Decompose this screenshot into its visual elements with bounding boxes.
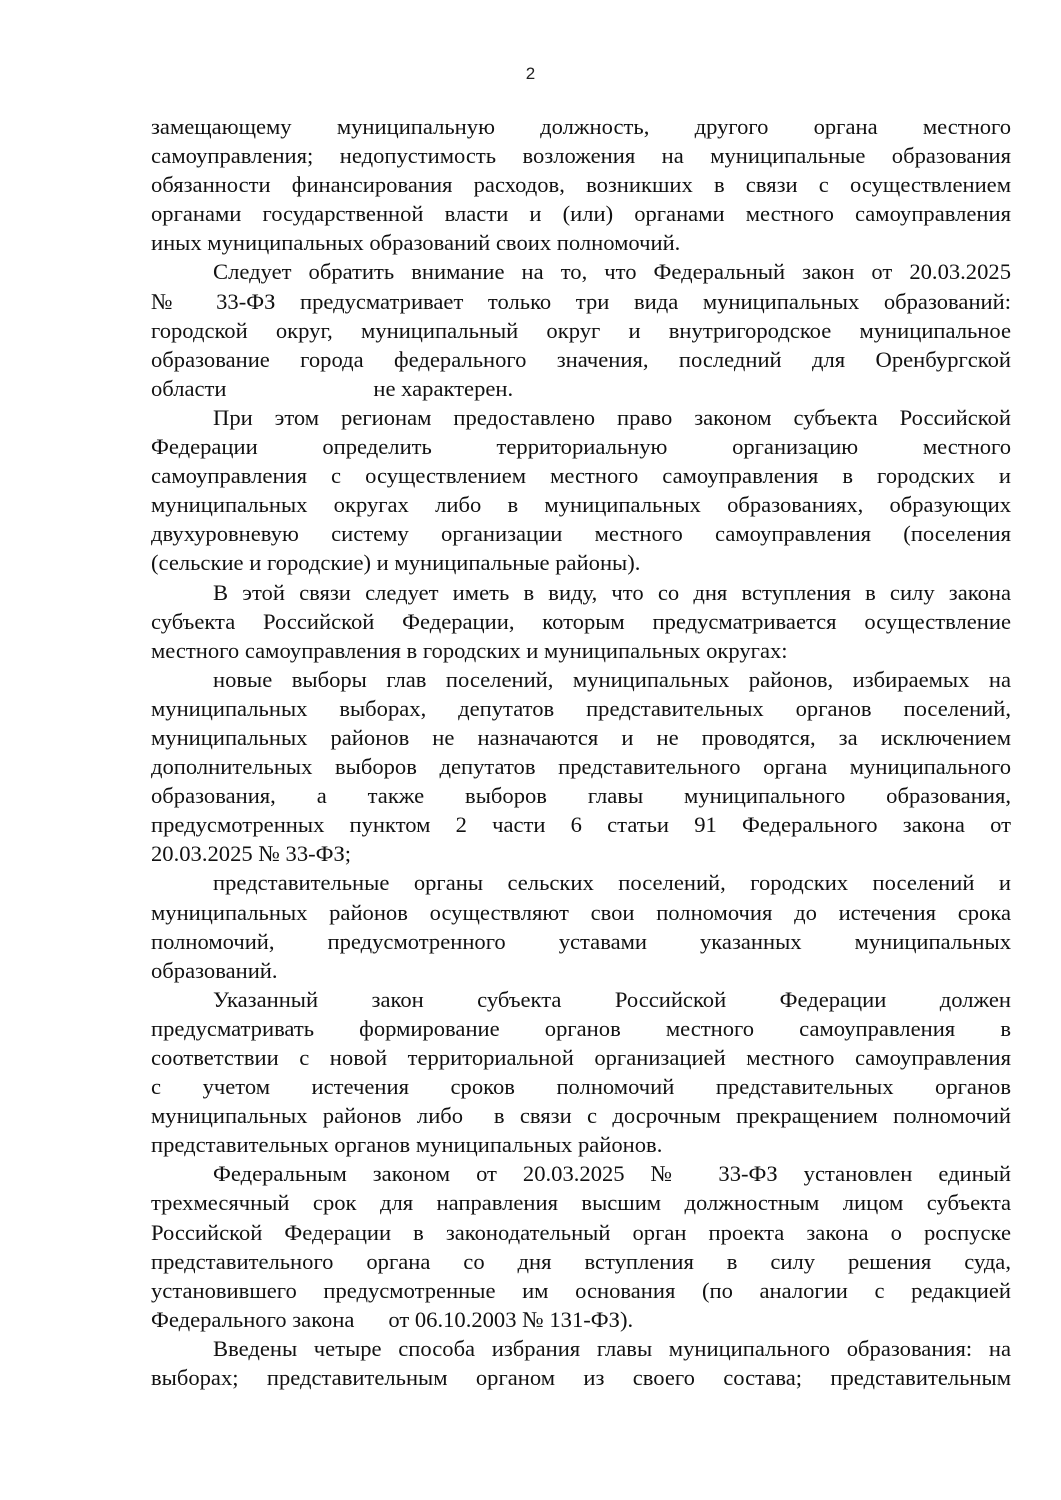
page-number: 2 — [525, 64, 536, 83]
paragraph-8-line-2: трехмесячный срок для направления высшим должностным лицом субъекта — [151, 1190, 1011, 1216]
paragraph-5-line-2: муниципальных выборах, депутатов представительных органов поселений, — [151, 695, 1011, 721]
paragraph-3-line-4: муниципальных округах либо в муниципальных образованиях, образующих — [151, 492, 1011, 518]
paragraph-7-line-5: муниципальных районов либо в связи с досрочным прекращением полномочий — [151, 1103, 1011, 1129]
paragraph-3-line-5: двухуровневую систему организации местного самоуправления (поселения — [151, 521, 1011, 547]
paragraph-2-line-4: образование города федерального значения, последний для Оренбургской — [151, 346, 1011, 372]
paragraph-4-line-2: субъекта Российской Федерации, которым предусматривается осуществление — [151, 608, 1011, 634]
paragraph-9-line-1: Введены четыре способа избрания главы муниципального образования: на — [213, 1335, 1011, 1361]
paragraph-3-line-3: самоуправления с осуществлением местного самоуправления в городских и — [151, 463, 1011, 489]
paragraph-6-line-3: полномочий, предусмотренного уставами указанных муниципальных — [151, 928, 1011, 954]
paragraph-3-line-6: (сельские и городские) и муниципальные районы). — [151, 550, 641, 576]
paragraph-8-line-4: представительного органа со дня вступления в силу решения суда, — [151, 1248, 1011, 1274]
paragraph-1-line-3: обязанности финансирования расходов, возникших в связи с осуществлением — [151, 172, 1011, 198]
paragraph-8-line-6: Федерального закона от 06.10.2003 № 131-ФЗ). — [151, 1306, 634, 1332]
paragraph-8-line-1: Федеральным законом от 20.03.2025 № 33-ФЗ установлен единый — [213, 1161, 1011, 1187]
paragraph-1-line-2: самоуправления; недопустимость возложения на муниципальные образования — [151, 143, 1011, 169]
paragraph-5-line-7: 20.03.2025 № 33-ФЗ; — [151, 841, 352, 867]
paragraph-5-line-4: дополнительных выборов депутатов представительного органа муниципального — [151, 754, 1011, 780]
paragraph-2-line-3: городской округ, муниципальный округ и внутригородское муниципальное — [151, 317, 1011, 343]
paragraph-7-line-2: предусматривать формирование органов местного самоуправления в — [151, 1015, 1011, 1041]
paragraph-2-line-2: № 33-ФЗ предусматривает только три вида муниципальных образований: — [151, 288, 1011, 314]
paragraph-9-line-2: выборах; представительным органом из своего состава; представительным — [151, 1365, 1011, 1391]
paragraph-6-line-4: образований. — [151, 957, 278, 983]
paragraph-6-line-1: представительные органы сельских поселений, городских поселений и — [213, 870, 1011, 896]
paragraph-1-line-5: иных муниципальных образований своих полномочий. — [151, 230, 681, 256]
paragraph-3-line-2: Федерации определить территориальную организацию местного — [151, 434, 1011, 460]
paragraph-7-line-1: Указанный закон субъекта Российской Федерации должен — [213, 986, 1011, 1012]
paragraph-6-line-2: муниципальных районов осуществляют свои полномочия до истечения срока — [151, 899, 1011, 925]
paragraph-1-line-1: замещающему муниципальную должность, другого органа местного — [151, 114, 1011, 139]
paragraph-2-line-5: области не характерен. — [151, 375, 514, 401]
paragraph-1-line-4: органами государственной власти и (или) органами местного самоуправления — [151, 201, 1011, 227]
paragraph-8-line-5: установившего предусмотренные им основания (по аналогии с редакцией — [151, 1277, 1011, 1303]
paragraph-2-line-1: Следует обратить внимание на то, что Федеральный закон от 20.03.2025 — [213, 259, 1011, 285]
paragraph-7-line-4: с учетом истечения сроков полномочий представительных органов — [151, 1074, 1011, 1100]
paragraph-5-line-3: муниципальных районов не назначаются и не проводятся, за исключением — [151, 724, 1011, 750]
paragraph-3-line-1: При этом регионам предоставлено право законом субъекта Российской — [213, 404, 1011, 430]
paragraph-7-line-6: представительных органов муниципальных районов. — [151, 1132, 663, 1158]
paragraph-4-line-1: В этой связи следует иметь в виду, что со дня вступления в силу закона — [213, 579, 1011, 605]
paragraph-8-line-3: Российской Федерации в законодательный орган проекта закона о роспуске — [151, 1219, 1011, 1245]
paragraph-7-line-3: соответствии с новой территориальной организацией местного самоуправления — [151, 1045, 1011, 1070]
paragraph-5-line-5: образования, а также выборов главы муниципального образования, — [151, 783, 1011, 809]
document-body — [151, 112, 1011, 1392]
paragraph-5-line-1: новые выборы глав поселений, муниципальных районов, избираемых на — [213, 666, 1011, 692]
paragraph-5-line-6: предусмотренных пунктом 2 части 6 статьи 91 Федерального закона от — [151, 812, 1011, 838]
paragraph-4-line-3: местного самоуправления в городских и муниципальных округах: — [151, 637, 788, 663]
